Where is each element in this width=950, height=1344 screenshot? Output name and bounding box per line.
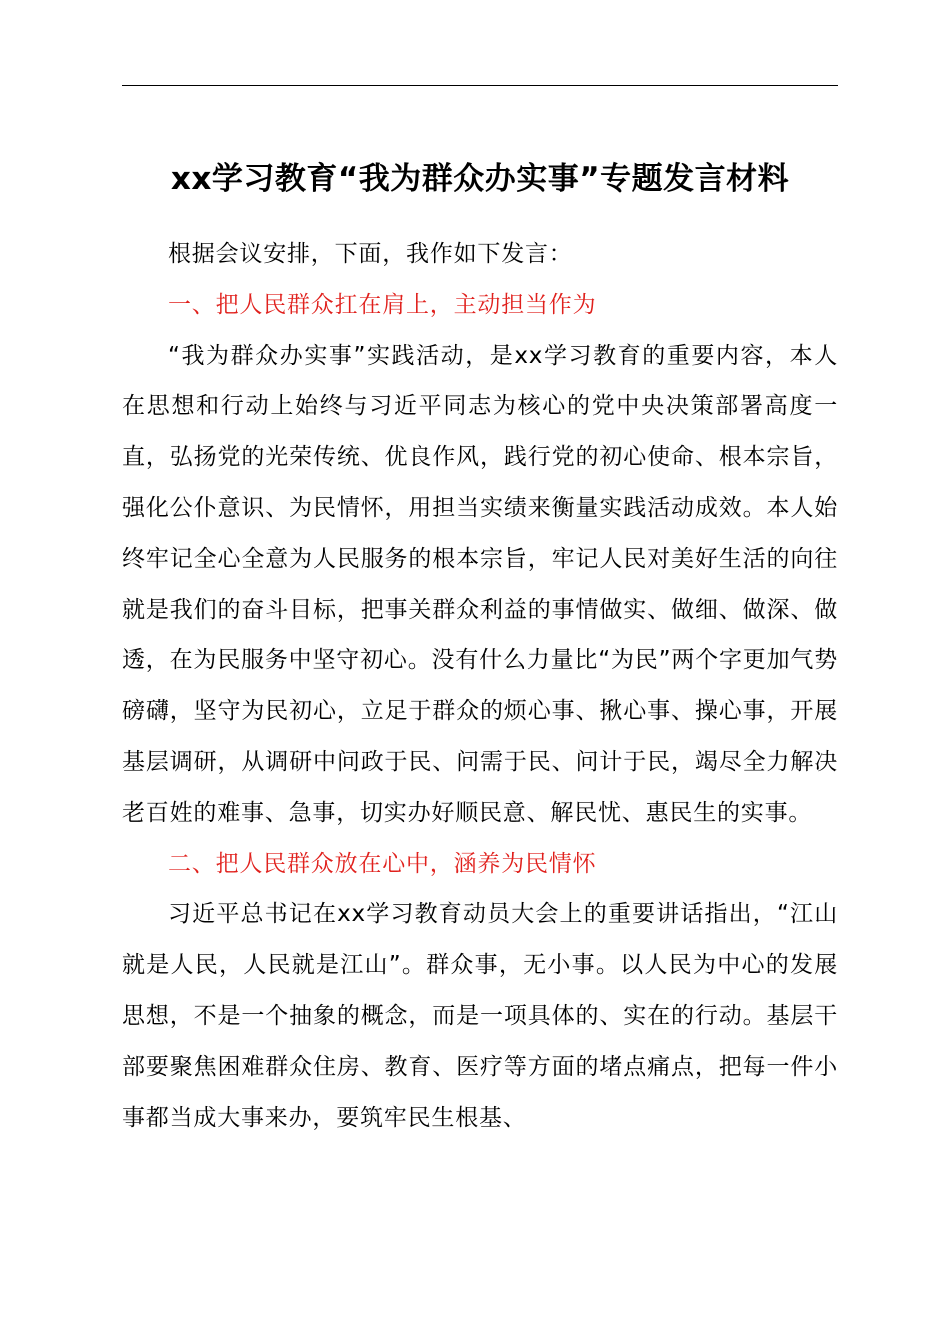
section-1-paragraph: “我为群众办实事”实践活动，是xx学习教育的重要内容，本人在思想和行动上始终与习近平同志为核心的党中央决策部署高度一直，弘扬党的光荣传统、优良作风，践行党的初心使命、根本宗旨，强化公仆意识、为民情怀，用担当实绩来衡量实践活动成效。本人始终牢记全心全意为人民服务的根本宗旨，牢记人民对美好生活的向往就是我们的奋斗目标，把事关群众利益的事情做实、做细、做深、做透，在为民服务中坚守初心。没有什么力量比“为民”两个字更加气势磅礴，坚守为民初心，立足于群众的烦心事、揪心事、操心事，开展基层调研，从调研中问政于民、问需于民、问计于民，竭尽全力解决老百姓的难事、急事，切实办好顺民意、解民忧、惠民生的实事。: [122, 342, 838, 826]
section-1-heading: 一、把人民群众扛在肩上，主动担当作为: [168, 291, 597, 318]
intro-paragraph: 根据会议安排，下面，我作如下发言：: [168, 241, 573, 267]
section-2-heading: 二、把人民群众放在心中，涵养为民情怀: [168, 850, 597, 877]
section-2-paragraph: 习近平总书记在xx学习教育动员大会上的重要讲话指出，“江山就是人民，人民就是江山”。群众事，无小事。以人民为中心的发展思想，不是一个抽象的概念，而是一项具体的、实在的行动。基层干部要聚焦困难群众住房、教育、医疗等方面的堵点痛点，把每一件小事都当成大事来办，要筑牢民生根基、: [122, 901, 838, 1131]
document-body: [122, 229, 838, 1143]
header-rule: [122, 85, 838, 86]
document-title: xx学习教育“我为群众办实事”专题发言材料: [170, 161, 790, 197]
